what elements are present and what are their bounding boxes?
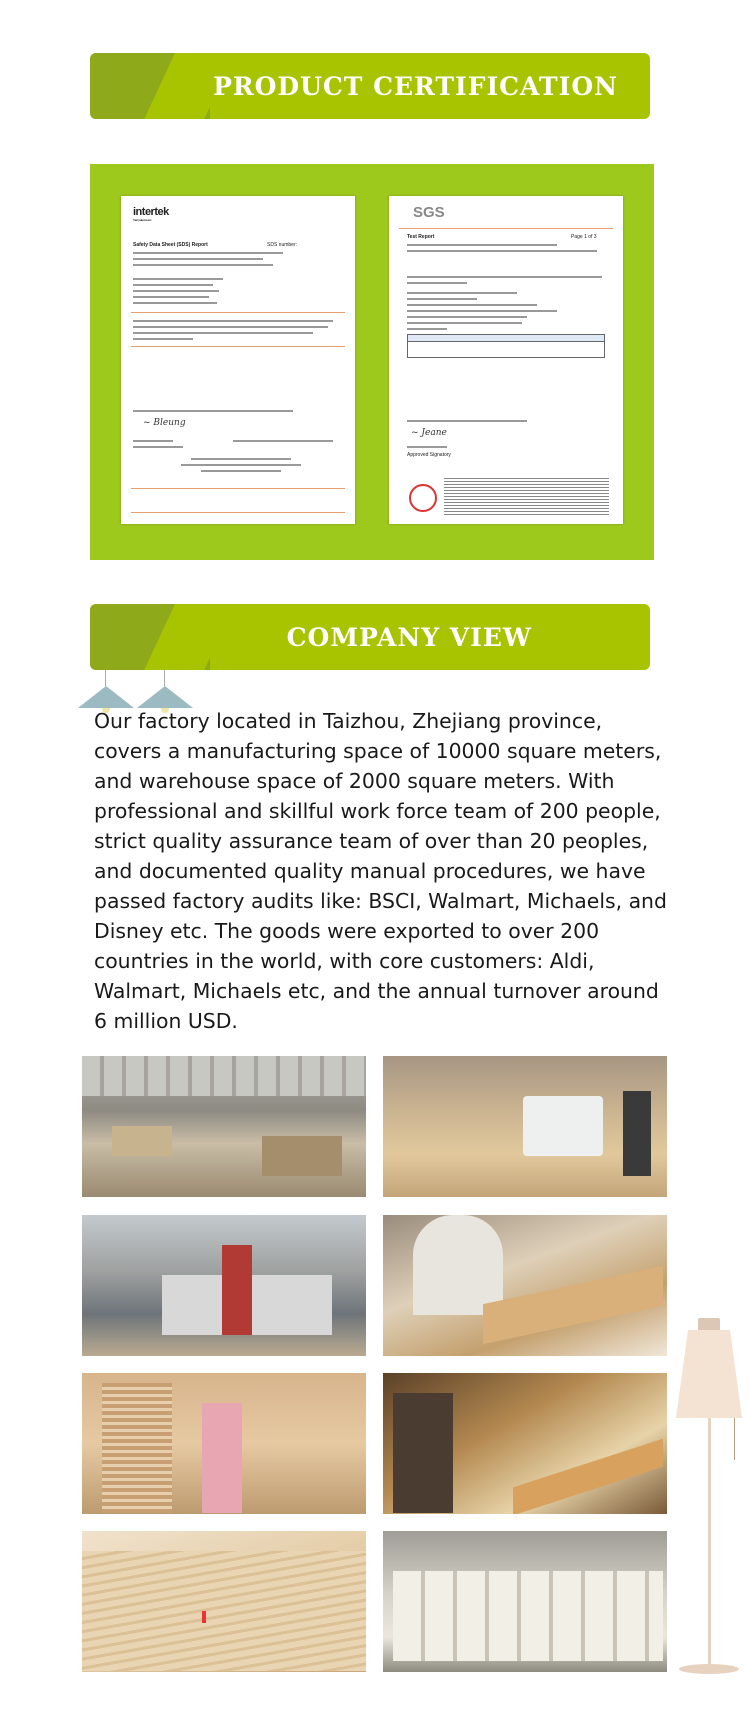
signatory-label: Approved Signatory <box>407 452 451 458</box>
lamp-shade-icon <box>78 686 134 708</box>
seal-icon <box>409 484 437 512</box>
lamp-shade-icon <box>137 686 193 708</box>
certificate-panel <box>90 164 654 560</box>
intertek-certificate[interactable] <box>121 196 355 524</box>
floor-lamp-shade-icon <box>676 1330 742 1418</box>
company-description: Our factory located in Taizhou, Zhejiang province, covers a manufacturing space of 10000 square meters, and warehouse space of 2000 square meters. With professional and skillful work force team of 200 people, strict quality assurance team of over than 20 peoples, and documented quality manual procedures, we have passed factory audits like: BSCI, Walmart, Michaels, and Disney etc. The goods were exported to over 200 countries in the world, with core customers: Aldi, Walmart, Michaels etc, and the annual turnover around 6 million USD. <box>94 709 667 1033</box>
signature-image: ~ Bleung <box>143 418 186 428</box>
intertek-logo: intertek Total Quality. Assured. <box>133 206 169 222</box>
laser-engraving-photo <box>82 1531 366 1672</box>
test-results-table <box>407 334 605 358</box>
worker-stacking-photo <box>82 1373 366 1514</box>
fine-print <box>444 478 609 516</box>
sgs-logo: SGS <box>413 204 445 221</box>
signature-image: ~ Jeane <box>411 428 447 438</box>
factory-hall-photo <box>82 1056 366 1197</box>
worker-drilling-photo <box>383 1373 667 1514</box>
cnc-machine-photo <box>82 1215 366 1356</box>
page-indicator: Page 1 of 3 <box>571 234 597 240</box>
certificate-heading: Safety Data Sheet (SDS) Report <box>133 242 208 248</box>
cnc-cutting-closeup-photo <box>383 1215 667 1356</box>
sds-number-label: SDS number: <box>267 242 298 248</box>
floor-lamp-decoration <box>668 1318 750 1680</box>
section-banner-certification <box>90 53 650 119</box>
section-title: COMPANY VIEW <box>286 622 532 652</box>
warehouse-stock-photo <box>383 1531 667 1672</box>
woodworking-machine-photo <box>383 1056 667 1197</box>
section-banner-company <box>90 604 650 670</box>
section-title: PRODUCT CERTIFICATION <box>213 71 618 101</box>
sgs-certificate[interactable] <box>389 196 623 524</box>
certificate-heading: Test Report <box>407 234 435 240</box>
